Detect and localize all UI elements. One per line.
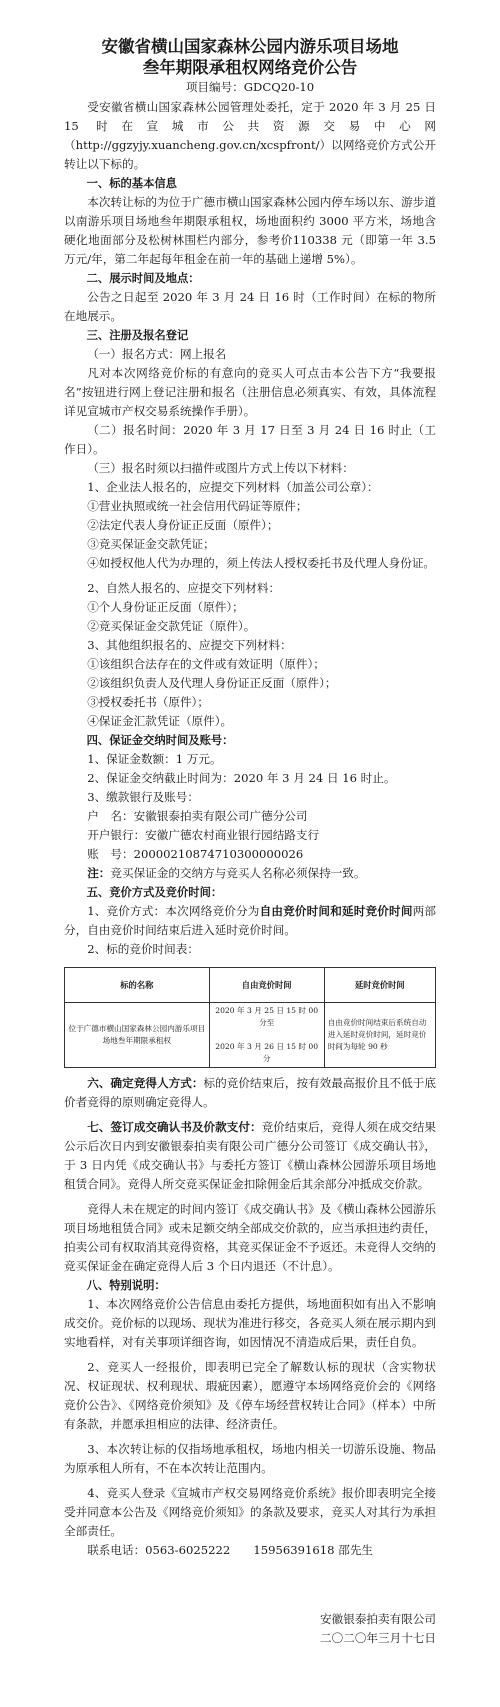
bidding-method-emphasis: 自由竞价时间和延时竞价时间 [259,904,413,918]
contact-phone: 联系电话：0563-6025222 15956391618 邵先生 [87,1543,374,1557]
special-note-1: 1、本次网络竞价公告信息由委托方提供，场地面积如有出入不影响成交价。竞价标的以现场、现状为准进行移交，各竞买人须在展示期内到实地看样，对有关事项详细咨询，如因情况不清造成后果，责任自负。 [64,1297,436,1349]
lot-name-cell: 位于广德市横山国家森林公园内游乐项目场地叁年期限承租权 [65,1003,210,1068]
section-7-text: 竞价结束后，竞得人须在成交结果公示后次日内到安徽银泰拍卖有限公司广德分公司签订《成交确认书》，于 3 日内凭《成交确认书》与委托方签订《横山森林公园游乐项目场地租赁合同》。竞得人所交竞买保证金扣除佣金后其余部分冲抵成交价款。 [64,1120,436,1191]
intro-paragraph: 受安徽省横山国家森林公园管理处委托，定于 2020 年 3 月 25 日 15 时在宣城市公共资源交易中心网（http://ggzyjy.xuancheng.gov.cn/xcspfront/）以网络竞价方式公开转让以下标的。 [64,100,436,171]
individual-material-item: ②竞买保证金交款凭证（原件）。 [87,619,256,633]
section-7-text-2: 竞得人未在规定的时间内签订《成交确认书》及《横山森林公园游乐项目场地租赁合同》或未足额交纳全部成交价款的，应当承担违约责任，拍卖公司有权取消其竞得资格，其竞买保证金不予返还。未竞得人交纳的竞买保证金在确定竞得人后 3 个日内退还（不计息）。 [64,1202,436,1273]
account-name: 户 名：安徽银泰拍卖有限公司广德分公司 [87,809,308,823]
table-header: 标的名称 [65,968,210,1003]
account-number: 账 号：20000210874710300000026 [87,847,304,861]
special-note-3: 3、本次转让标的仅指场地承租权，场地内相关一切游乐设施、物品为原承租人所有，不在本次转让范围内。 [64,1442,436,1475]
corporate-material-item: ③竞买保证金交款凭证； [87,537,215,551]
table-header: 自由竞价时间 [209,968,324,1003]
deposit-amount: 1、保证金数额：1 万元。 [87,752,222,766]
section-2-heading: 二、展示时间及地点： [86,272,200,285]
section-7-heading: 七、签订成交确认书及价款支付： [87,1120,262,1134]
deposit-note [64,864,436,883]
title-line-1: 安徽省横山国家森林公园内游乐项目场地 [101,37,399,56]
bank-account-heading: 3、缴款银行及账号： [87,790,199,804]
corporate-material-item: ①营业执照或统一社会信用代码证等原件； [87,499,308,513]
organization-material-item: ③授权委托书（原件）； [87,695,209,709]
section-5-heading: 五、竞价方式及竞价时间： [86,886,223,899]
table-header: 延时竞价时间 [324,968,435,1003]
section-8-heading: 八、特别说明： [86,1279,166,1292]
deposit-deadline: 2、保证金交纳截止时间为：2020 年 3 月 24 日 16 时止。 [87,771,396,785]
registration-instructions: 凡对本次网络竞价标的有意向的竞买人可点击本公告下方“我要报名”按钮进行网上登记注册和报名（注册信息必须真实、有效，具体流程详见宣城市产权交易系统操作手册）。 [64,366,436,418]
corporate-material-item: ②法定代表人身份证正反面（原件）； [87,518,279,532]
title-line-2: 叁年期限承租权网络竞价公告 [142,58,358,77]
bidding-method [64,902,436,940]
section-6-heading: 六、确定竞得人方式： [87,1076,204,1090]
free-bidding-time-cell [209,1003,324,1068]
note-text: 竞买保证金的交纳方与竞买人名称必须保持一致。 [110,866,366,880]
schedule-label: 2、标的竞价时间表： [87,942,199,956]
issuer-company: 安徽银泰拍卖有限公司 [320,1612,436,1626]
individual-material-item: ①个人身份证正反面（原件）； [87,600,244,614]
table-header-row [65,968,436,1003]
free-bidding-end: 2020 年 3 月 26 日 15 时 00 分 [215,1042,319,1063]
special-note-4: 4、竞买人登录《宣城市产权交易网络竞价系统》报价即表明完全接受并同意本公告及《网络竞价须知》的条款及要求，竞买人对其行为承担全部责任。 [64,1486,436,1538]
document-title [64,36,436,78]
bank-name: 开户银行：安徽广德农村商业银行园结路支行 [87,828,320,842]
organization-materials-heading: 3、其他组织报名的、应提交下列材料： [87,638,292,652]
bidding-schedule-table [64,967,436,1068]
individual-materials-heading: 2、自然人报名的、应提交下列材料： [87,581,281,595]
bidding-method-prefix: 1、竞价方式：本次网络竞价分为 [87,904,260,918]
corporate-materials-heading: 1、企业法人报名的，应提交下列材料（加盖公司公章）： [87,480,379,494]
signature-block [64,1610,436,1648]
registration-time: （二）报名时间：2020 年 3 月 17 日至 3 月 24 日 16 时止（工作日）。 [64,423,436,456]
organization-material-item: ①该组织合法存在的文件或有效证明（原件）； [87,657,325,671]
corporate-material-item: ④如授权他人代为办理的，须上传法人授权委托书及代理人身份证。 [87,556,436,570]
bidding-method-suffix: 两部分，自由竞价时间结束后进入延时竞价时间。 [64,904,436,937]
section-4-heading: 四、保证金交纳时间及账号： [86,734,234,747]
table-row [65,1003,436,1068]
special-note-2: 2、竞买人一经报价，即表明已完全了解数认标的现状（含实物状况、权证现状、权利现状、瑕疵因素），愿遵守本场网络竞价会的《网络竞价公告》、《网络竞价须知》及《停车场经营权转让合同》（样本）中所有条款，并愿承担相应的法律、经济责任。 [64,1360,436,1431]
section-7 [64,1118,436,1194]
note-label: 注： [87,866,111,880]
section-2-text: 公告之日起至 2020 年 3 月 24 日 16 时（工作时间）在标的物所在地展示。 [64,290,436,323]
organization-material-item: ②该组织负责人及代理人身份证正反面（原件）； [87,676,337,690]
organization-material-item: ④保证金汇款凭证（原件）。 [87,714,233,728]
project-number: 项目编号：GDCQ20-10 [185,80,315,94]
free-bidding-start: 2020 年 3 月 25 日 15 时 00 分至 [215,1006,319,1027]
delayed-bidding-time-cell: 自由竞价时间结束后系统自动进入延时竞价时间，延时竞价时间为每轮 90 秒 [324,1003,435,1068]
section-3-heading: 三、注册及报名登记 [86,329,189,342]
registration-method: （一）报名方式：网上报名 [87,347,227,361]
section-6 [64,1074,436,1112]
upload-materials-intro: （三）报名时须以扫描件或图片方式上传以下材料： [87,461,354,475]
section-1-heading: 一、标的基本信息 [86,177,177,190]
section-1-text: 本次转让标的为位于广德市横山国家森林公园内停车场以东、游步道以南游乐项目场地叁年期限承租权，场地面积约 3000 平方米，场地含硬化地面部分及松树林围栏内部分，参考价110338 元（即第一年 3.5 万元/年，第二年起每年租金在前一年的基础上递增 5%）。 [64,195,436,266]
section-6-text: 标的竞价结束后，按有效最高报价且不低于底价者竞得的原则确定竞得人。 [64,1076,436,1109]
issue-date: 二〇二〇年三月十七日 [320,1631,436,1645]
